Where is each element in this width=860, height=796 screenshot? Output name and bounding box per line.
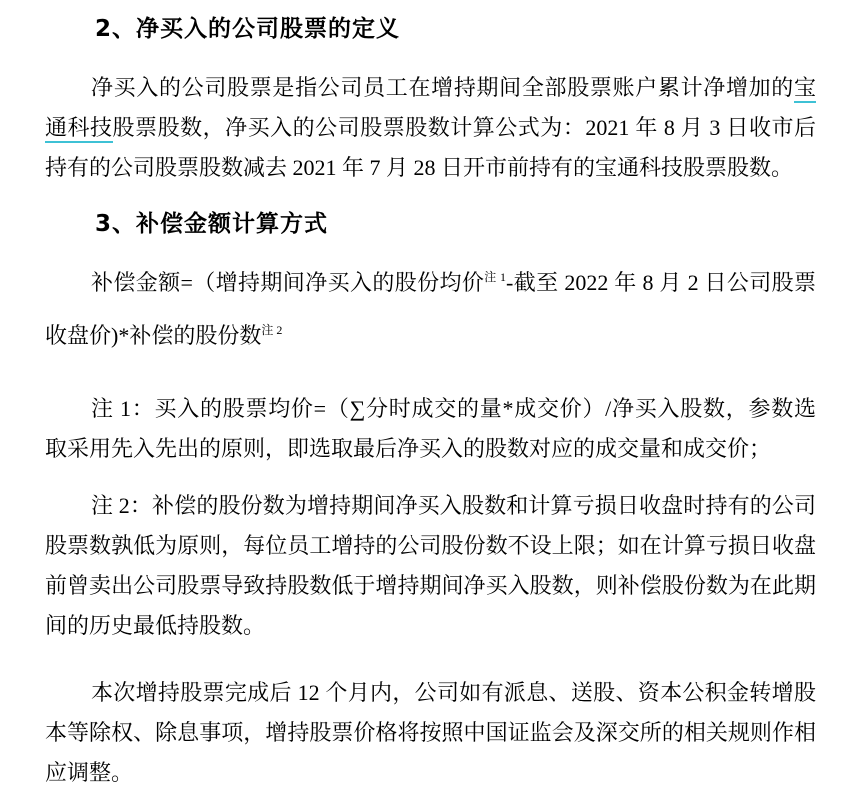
text-line: 本次增持股票完成后 12 个月内，公司如有派息、送股、资本公积金转增股	[91, 680, 816, 705]
paragraph-note-1	[45, 389, 816, 469]
paragraph-adjustment	[45, 673, 816, 793]
stock-name-link[interactable]: 通科技	[45, 115, 113, 143]
text-line: 间的历史最低持股数。	[45, 613, 266, 638]
text-line: 取采用先入先出的原则，即选取最后净买入的股数对应的成交量和成交价；	[45, 436, 772, 461]
text-line	[45, 309, 816, 362]
formula-line1-text: 补偿金额=（增持期间净买入的股份均价	[91, 270, 485, 295]
text-line: 本等除权、除息事项，增持股票价格将按照中国证监会及深交所的相关规则作相	[45, 720, 816, 745]
section-heading-compensation: 3、补偿金额计算方式	[95, 211, 329, 237]
text-line: 持有的公司股票股数减去 2021 年 7 月 28 日开市前持有的宝通科技股票股数。	[45, 155, 794, 180]
note-ref-2: 注 2	[261, 323, 283, 337]
text-line	[45, 256, 816, 309]
text-line: 注 2：补偿的股份数为增持期间净买入股数和计算亏损日收盘时持有的公司	[91, 493, 816, 518]
text-line	[45, 68, 816, 108]
definition-line1-text: 净买入的公司股票是指公司员工在增持期间全部股票账户累计净增加的	[91, 75, 794, 100]
note-ref-1: 注 1	[484, 270, 506, 284]
text-line: 注 1：买入的股票均价=（∑分时成交的量*成交价）/净买入股数，参数选	[91, 396, 816, 421]
section-heading-definition: 2、净买入的公司股票的定义	[95, 16, 401, 42]
formula-line2-text: 收盘价)*补偿的股份数	[45, 323, 262, 348]
stock-name-link[interactable]: 宝	[794, 75, 816, 103]
definition-line2-text: 股票股数，净买入的公司股票股数计算公式为：2021 年 8 月 3 日收市后	[112, 115, 816, 140]
formula-line1-rest: -截至 2022 年 8 月 2 日公司股票	[505, 270, 816, 295]
text-line: 前曾卖出公司股票导致持股数低于增持期间净买入股数，则补偿股份数为在此期	[45, 573, 816, 598]
paragraph-definition	[45, 68, 816, 188]
text-line: 应调整。	[45, 760, 134, 785]
text-line	[45, 108, 816, 148]
paragraph-formula	[45, 256, 816, 362]
paragraph-note-2	[45, 486, 816, 646]
text-line: 股票数孰低为原则，每位员工增持的公司股份数不设上限；如在计算亏损日收盘	[45, 533, 816, 558]
